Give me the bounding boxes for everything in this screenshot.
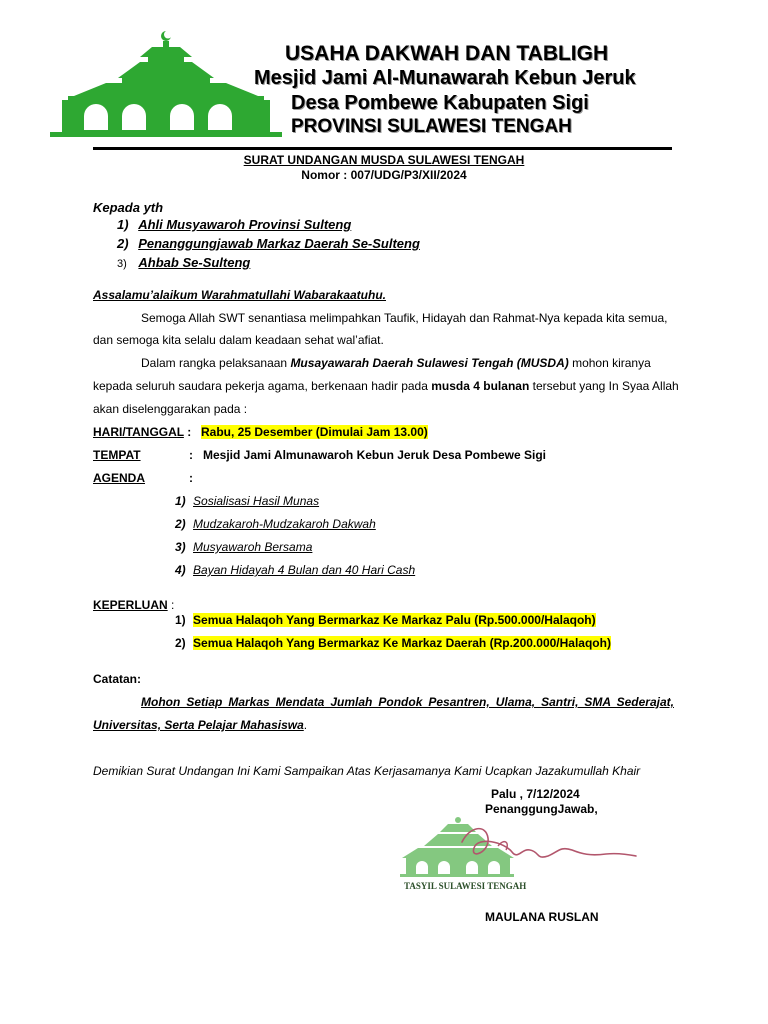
place-value: Mesjid Jami Almunawaroh Kebun Jeruk Desa Pombewe Sigi — [203, 448, 546, 462]
closing-sentence: Demikian Surat Undangan Ini Kami Sampaikan Atas Kerjasamanya Kami Ucapkan Jazakumullah Khair — [93, 764, 641, 778]
agenda-colon: : — [189, 471, 193, 485]
recipient-item: 3) Ahbab Se-Sulteng — [117, 255, 251, 270]
letter-number: Nomor : 007/UDG/P3/XII/2024 — [301, 168, 467, 182]
needs-item: 1) Semua Halaqoh Yang Bermarkaz Ke Markaz Palu (Rp.500.000/Halaqoh) — [175, 613, 596, 627]
stamp-signature — [400, 812, 645, 897]
org-name: USAHA DAKWAH DAN TABLIGH — [285, 42, 609, 65]
agenda-label: AGENDA — [93, 471, 146, 485]
recipient-label: Kepada yth — [93, 200, 164, 215]
place-date: Palu , 7/12/2024 — [491, 787, 580, 801]
village-name: Desa Pombewe Kabupaten Sigi — [291, 92, 589, 114]
needs-item: 2) Semua Halaqoh Yang Bermarkaz Ke Markaz Daerah (Rp.200.000/Halaqoh) — [175, 636, 611, 650]
place-label: TEMPAT — [93, 448, 141, 462]
place-colon: : — [189, 448, 193, 462]
note-line-2: Universitas, Serta Pelajar Mahasiswa. — [93, 718, 308, 732]
mosque-name: Mesjid Jami Al-Munawarah Kebun Jeruk — [254, 67, 636, 89]
recipient-item: 1) Ahli Musyawaroh Provinsi Sulteng — [117, 217, 352, 232]
province-name: PROVINSI SULAWESI TENGAH — [291, 116, 572, 137]
mosque-logo — [48, 30, 284, 138]
note-line-1: Mohon Setiap Markas Mendata Jumlah Pondok Pesantren, Ulama, Santri, SMA Sederajat, — [141, 695, 674, 709]
header-divider — [93, 147, 672, 150]
paragraph-2-line-1: Dalam rangka pelaksanaan Musayawarah Daerah Sulawesi Tengah (MUSDA) mohon kiranya — [141, 356, 651, 370]
agenda-item: 4) Bayan Hidayah 4 Bulan dan 40 Hari Cash — [175, 563, 416, 577]
greeting: Assalamu’alaikum Warahmatullahi Wabarakaatuhu. — [93, 288, 386, 302]
paragraph-2-line-3: akan diselenggarakan pada : — [93, 402, 248, 416]
paragraph-2-line-2: kepada seluruh saudara pekerja agama, berkenaan hadir pada musda 4 bulanan tersebut yang In Syaa Allah — [93, 379, 679, 393]
signer-role: PenanggungJawab, — [485, 802, 598, 816]
letter-title: SURAT UNDANGAN MUSDA SULAWESI TENGAH — [243, 153, 525, 167]
paragraph-1-line-2: dan semoga kita selalu dalam keadaan sehat wal’afiat. — [93, 333, 384, 347]
date-value: Rabu, 25 Desember (Dimulai Jam 13.00) — [201, 425, 428, 439]
note-label: Catatan: — [93, 672, 142, 686]
signer-name: MAULANA RUSLAN — [485, 910, 599, 924]
agenda-item: 1) Sosialisasi Hasil Munas — [175, 494, 320, 508]
agenda-item: 2) Mudzakaroh-Mudzakaroh Dakwah — [175, 517, 376, 531]
paragraph-1-line-1: Semoga Allah SWT senantiasa melimpahkan Taufik, Hidayah dan Rahmat-Nya kepada kita semua, — [141, 311, 668, 325]
needs-label-row: KEPERLUAN : — [93, 598, 175, 612]
date-row: HARI/TANGGAL : — [93, 425, 192, 439]
stamp-label: TASYIL SULAWESI TENGAH — [404, 881, 527, 891]
agenda-item: 3) Musyawaroh Bersama — [175, 540, 313, 554]
recipient-item: 2) Penanggungjawab Markaz Daerah Se-Sulteng — [117, 236, 420, 251]
